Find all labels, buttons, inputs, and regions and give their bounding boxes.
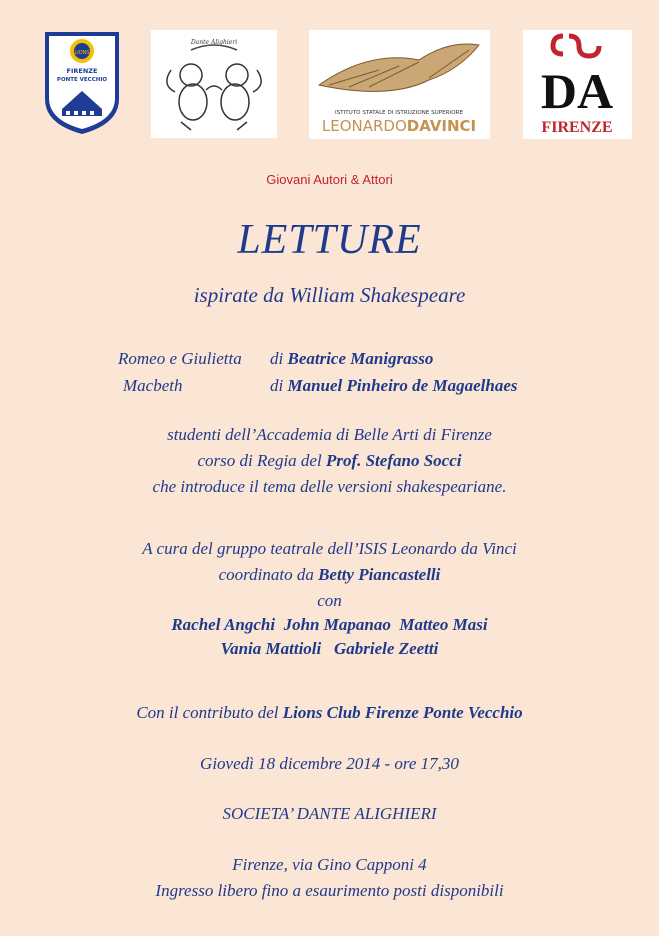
group-line2 — [0, 565, 659, 585]
work-author-name-2: Manuel Pinheiro de Magaelhaes — [287, 376, 518, 395]
lions-line1: FIRENZE — [66, 67, 98, 75]
lions-emblem-text: LIONS — [74, 50, 90, 56]
students-line2-a: corso di Regia del — [197, 451, 326, 470]
cast-member: John Mapanao — [283, 615, 391, 634]
page-subtitle: ispirate da William Shakespeare — [193, 283, 466, 307]
leonardo-davinci-logo — [309, 30, 490, 139]
dante-society-engraving — [151, 30, 277, 138]
event-address: Firenze, via Gino Capponi 4 — [232, 855, 427, 874]
coordinator-name: Betty Piancastelli — [318, 565, 441, 584]
work-title-1: Romeo e Giulietta — [118, 349, 242, 368]
cherubs-icon — [151, 30, 277, 138]
professor-name: Prof. Stefano Socci — [325, 451, 462, 470]
event-entry: Ingresso libero fino a esaurimento posti disponibili — [155, 881, 504, 900]
cast-member: Vania Mattioli — [220, 639, 322, 658]
leonardo-name-b: DAVINCI — [406, 117, 477, 135]
leonardo-line1: ISTITUTO STATALE DI ISTRUZIONE SUPERIORE — [334, 110, 464, 116]
da-big: DA — [540, 63, 614, 119]
work-author-name-1: Beatrice Manigrasso — [287, 349, 434, 368]
da-small: FIRENZE — [541, 119, 613, 136]
contribution-a: Con il contributo del — [136, 703, 283, 722]
cast-member: Rachel Angchi — [171, 615, 276, 634]
group-line2-a: coordinato da — [218, 565, 319, 584]
event-date: Giovedì 18 dicembre 2014 - ore 17,30 — [200, 754, 459, 773]
leonardo-name — [322, 117, 476, 135]
work-author-1 — [270, 349, 433, 369]
work-author-2 — [270, 376, 517, 396]
group-line1: A cura del gruppo teatrale dell’ISIS Leonardo da Vinci — [142, 539, 517, 558]
lions-shield-icon — [42, 29, 122, 137]
cast-row-2 — [0, 639, 659, 659]
da-firenze-icon — [523, 30, 632, 139]
flying-machine-icon — [309, 30, 490, 139]
page-title: LETTURE — [237, 217, 422, 263]
event-venue: SOCIETA’ DANTE ALIGHIERI — [222, 804, 437, 823]
students-line1: studenti dell’Accademia di Belle Arti di Firenze — [167, 425, 492, 444]
organizer-label: Giovani Autori & Attori — [266, 172, 393, 187]
contribution-line — [0, 703, 659, 723]
leonardo-name-a: LEONARDO — [321, 117, 407, 135]
students-line3: che introduce il tema delle versioni shakespeariane. — [152, 477, 507, 496]
work-by-1: di — [270, 349, 284, 368]
cast-row-1 — [0, 615, 659, 635]
work-by-2: di — [270, 376, 284, 395]
cherubs-script: Dante Alighieri — [190, 39, 238, 46]
cast-member: Gabriele Zeetti — [334, 639, 439, 658]
lions-club-logo — [42, 29, 122, 137]
contribution-b: Lions Club Firenze Ponte Vecchio — [282, 703, 523, 722]
lions-line2: PONTE VECCHIO — [56, 77, 108, 83]
group-line3: con — [317, 591, 342, 610]
cast-member: Matteo Masi — [399, 615, 488, 634]
da-firenze-logo — [523, 30, 632, 139]
work-title-2: Macbeth — [123, 376, 183, 395]
students-line2 — [0, 451, 659, 471]
